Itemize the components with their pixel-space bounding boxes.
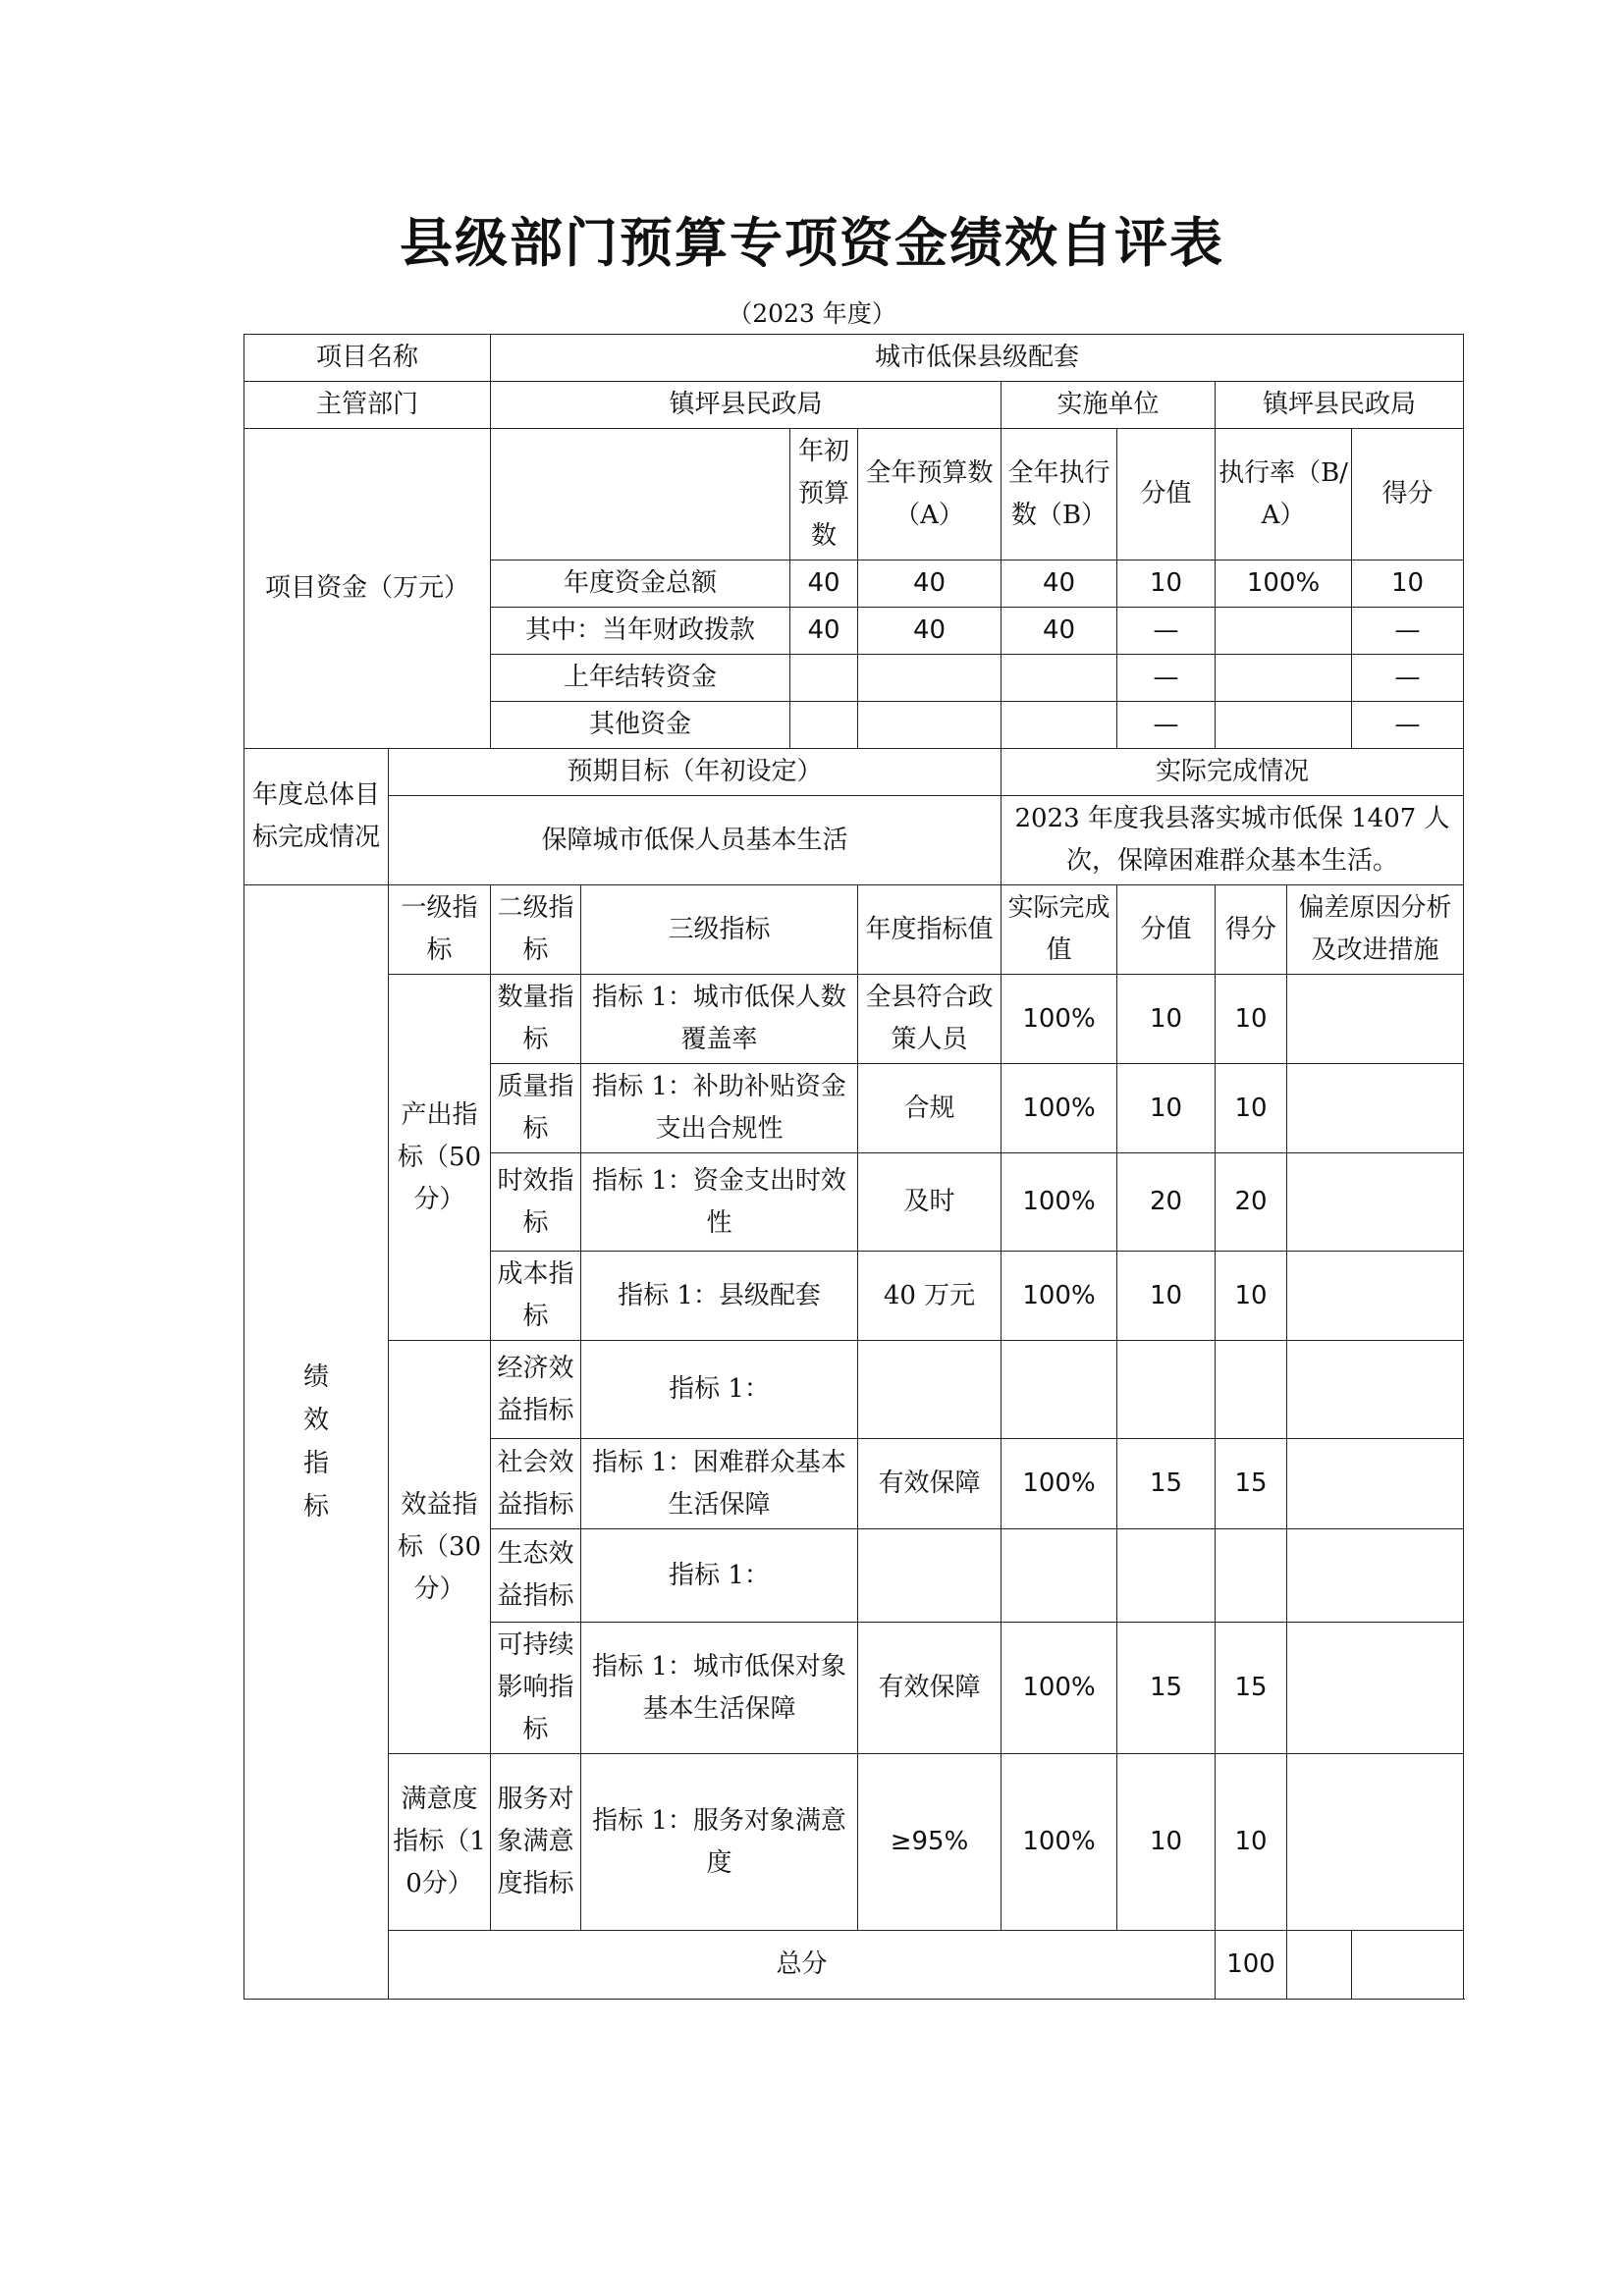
funds-row-label: 上年结转资金 (491, 655, 790, 702)
row-target: 40 万元 (858, 1252, 1001, 1341)
funds-rate (1216, 608, 1352, 655)
row-level2: 经济效益指标 (491, 1341, 581, 1439)
header-actual: 实际完成值 (1001, 885, 1117, 975)
funds-score: — (1352, 655, 1464, 702)
row-actual (1001, 1529, 1117, 1623)
funds-header-score: 得分 (1352, 429, 1464, 561)
row-score-value: 10 (1117, 1754, 1216, 1931)
page-title: 县级部门预算专项资金绩效自评表 (400, 211, 1224, 274)
row-level2: 时效指标 (491, 1153, 581, 1252)
indicator-row (244, 1341, 1464, 1439)
row-level3: 指标 1：城市低保人数覆盖率 (581, 975, 858, 1064)
row-level3: 指标 1：县级配套 (581, 1252, 858, 1341)
funds-label: 项目资金（万元） (244, 429, 491, 749)
row-target (858, 1529, 1001, 1623)
funds-header-score-value: 分值 (1117, 429, 1216, 561)
funds-executed (1001, 655, 1117, 702)
row-deviation (1287, 1529, 1464, 1623)
row-score-value: 15 (1117, 1623, 1216, 1754)
project-name-label: 项目名称 (244, 335, 491, 382)
row-score-value (1117, 1529, 1216, 1623)
funds-score: — (1352, 608, 1464, 655)
row-score-value (1117, 1341, 1216, 1439)
impl-value: 镇坪县民政局 (1216, 382, 1464, 429)
indicator-header-row (244, 885, 1464, 975)
row-level3: 指标 1：补助补贴资金支出合规性 (581, 1064, 858, 1153)
total-score (1287, 1931, 1352, 2000)
row-score: 10 (1216, 1754, 1287, 1931)
row-actual: 100% (1001, 1623, 1117, 1754)
funds-annual: 40 (858, 561, 1001, 608)
dept-value: 镇坪县民政局 (491, 382, 1001, 429)
row-level2: 生态效益指标 (491, 1529, 581, 1623)
row-score: 10 (1216, 1252, 1287, 1341)
funds-rate (1216, 655, 1352, 702)
funds-annual (858, 702, 1001, 749)
row-score: 15 (1216, 1439, 1287, 1529)
row-level2: 社会效益指标 (491, 1439, 581, 1529)
goal-label: 年度总体目标完成情况 (244, 749, 389, 885)
row-deviation (1287, 1341, 1464, 1439)
row-score-value: 15 (1117, 1439, 1216, 1529)
funds-row-label: 其中：当年财政拨款 (491, 608, 790, 655)
goal-content-row (244, 796, 1464, 885)
group-level1: 产出指标（50分） (389, 975, 491, 1341)
header-level3: 三级指标 (581, 885, 858, 975)
header-deviation: 偏差原因分析及改进措施 (1287, 885, 1464, 975)
row-score (1216, 1529, 1287, 1623)
total-score-value: 100 (1216, 1931, 1287, 2000)
row-score-value: 10 (1117, 1252, 1216, 1341)
row-level2: 可持续影响指标 (491, 1623, 581, 1754)
department-row (244, 382, 1464, 429)
row-level2: 成本指标 (491, 1252, 581, 1341)
row-actual: 100% (1001, 1064, 1117, 1153)
funds-row-label: 其他资金 (491, 702, 790, 749)
row-level3: 指标 1：城市低保对象基本生活保障 (581, 1623, 858, 1754)
funds-score: 10 (1352, 561, 1464, 608)
header-level1: 一级指标 (389, 885, 491, 975)
row-actual: 100% (1001, 975, 1117, 1064)
funds-executed: 40 (1001, 561, 1117, 608)
total-label: 总分 (389, 1931, 1216, 2000)
row-deviation (1287, 1064, 1464, 1153)
funds-score-value: — (1117, 655, 1216, 702)
row-score (1216, 1341, 1287, 1439)
row-target: 全县符合政策人员 (858, 975, 1001, 1064)
funds-initial: 40 (790, 561, 858, 608)
goal-actual: 2023 年度我县落实城市低保 1407 人次，保障困难群众基本生活。 (1001, 796, 1464, 885)
row-target: 及时 (858, 1153, 1001, 1252)
row-level2: 质量指标 (491, 1064, 581, 1153)
goal-header-row (244, 749, 1464, 796)
funds-annual (858, 655, 1001, 702)
funds-score: — (1352, 702, 1464, 749)
project-name-row (244, 335, 1464, 382)
row-deviation (1287, 1754, 1464, 1931)
row-level3: 指标 1：困难群众基本生活保障 (581, 1439, 858, 1529)
header-level2: 二级指标 (491, 885, 581, 975)
indicator-row (244, 1754, 1464, 1931)
dept-label: 主管部门 (244, 382, 491, 429)
funds-annual: 40 (858, 608, 1001, 655)
impl-label: 实施单位 (1001, 382, 1216, 429)
project-name-value: 城市低保县级配套 (491, 335, 1464, 382)
header-score-value: 分值 (1117, 885, 1216, 975)
funds-rate (1216, 702, 1352, 749)
indicator-row (244, 975, 1464, 1064)
goal-actual-header: 实际完成情况 (1001, 749, 1464, 796)
funds-initial (790, 702, 858, 749)
funds-executed (1001, 702, 1117, 749)
row-level3: 指标 1：资金支出时效性 (581, 1153, 858, 1252)
row-level3: 指标 1： (581, 1529, 858, 1623)
funds-header-row (244, 429, 1464, 561)
funds-row-label: 年度资金总额 (491, 561, 790, 608)
row-deviation (1287, 1153, 1464, 1252)
row-actual (1001, 1341, 1117, 1439)
row-actual: 100% (1001, 1754, 1117, 1931)
indicators-label (244, 885, 389, 2000)
funds-executed: 40 (1001, 608, 1117, 655)
funds-header-rate: 执行率（B/A） (1216, 429, 1352, 561)
row-deviation (1287, 1252, 1464, 1341)
header-score: 得分 (1216, 885, 1287, 975)
total-deviation (1352, 1931, 1464, 2000)
funds-initial (790, 655, 858, 702)
row-target: ≥95% (858, 1754, 1001, 1931)
funds-rate: 100% (1216, 561, 1352, 608)
row-score-value: 20 (1117, 1153, 1216, 1252)
row-level3: 指标 1：服务对象满意度 (581, 1754, 858, 1931)
indicators-label-text: 绩效指标 (302, 1362, 329, 1522)
row-score: 10 (1216, 1064, 1287, 1153)
row-target (858, 1341, 1001, 1439)
row-actual: 100% (1001, 1439, 1117, 1529)
row-level2: 服务对象满意度指标 (491, 1754, 581, 1931)
group-level1: 效益指标（30分） (389, 1341, 491, 1754)
row-target: 有效保障 (858, 1439, 1001, 1529)
row-score: 20 (1216, 1153, 1287, 1252)
row-level3: 指标 1： (581, 1341, 858, 1439)
row-score: 10 (1216, 975, 1287, 1064)
row-target: 有效保障 (858, 1623, 1001, 1754)
row-deviation (1287, 1439, 1464, 1529)
row-actual: 100% (1001, 1252, 1117, 1341)
header-target: 年度指标值 (858, 885, 1001, 975)
funds-header-annual: 全年预算数（A） (858, 429, 1001, 561)
row-score-value: 10 (1117, 975, 1216, 1064)
funds-header-blank (491, 429, 790, 561)
goal-expected-header: 预期目标（年初设定） (389, 749, 1001, 796)
row-score-value: 10 (1117, 1064, 1216, 1153)
year-subtitle: （2023 年度） (728, 299, 896, 328)
total-row (244, 1931, 1464, 2000)
goal-expected: 保障城市低保人员基本生活 (389, 796, 1001, 885)
row-score: 15 (1216, 1623, 1287, 1754)
row-deviation (1287, 975, 1464, 1064)
row-actual: 100% (1001, 1153, 1117, 1252)
funds-initial: 40 (790, 608, 858, 655)
funds-score-value: — (1117, 608, 1216, 655)
funds-score-value: 10 (1117, 561, 1216, 608)
funds-header-initial: 年初预算数 (790, 429, 858, 561)
evaluation-table (244, 334, 1464, 2000)
funds-score-value: — (1117, 702, 1216, 749)
row-deviation (1287, 1623, 1464, 1754)
funds-header-executed: 全年执行数（B） (1001, 429, 1117, 561)
group-level1: 满意度指标（10分） (389, 1754, 491, 1931)
row-target: 合规 (858, 1064, 1001, 1153)
row-level2: 数量指标 (491, 975, 581, 1064)
